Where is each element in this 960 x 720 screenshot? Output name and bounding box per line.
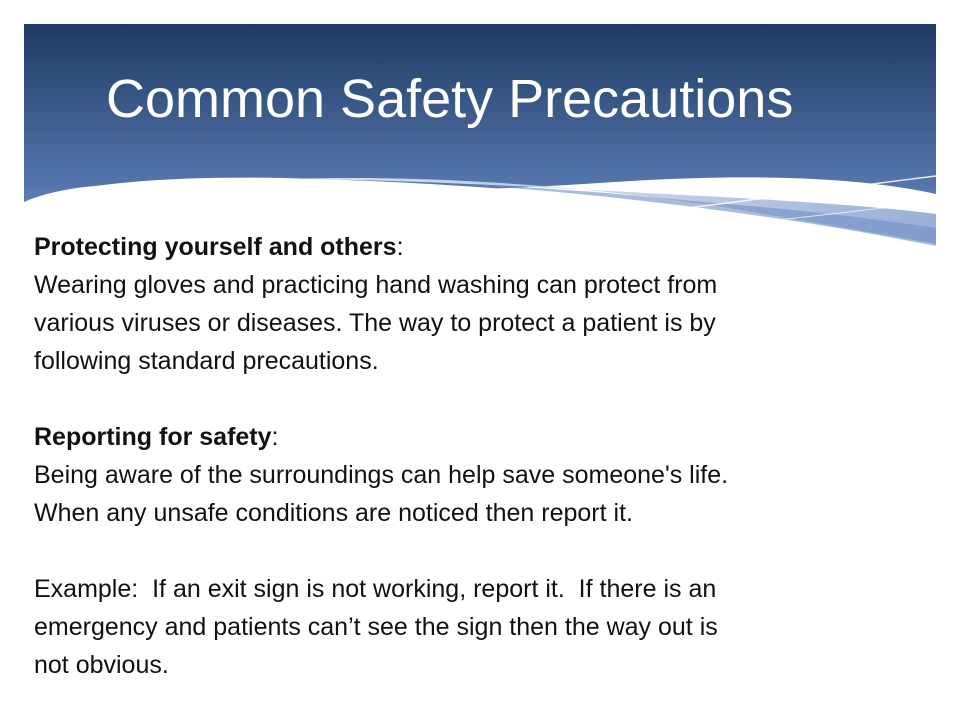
body-line: When any unsafe conditions are noticed then report it. xyxy=(34,499,633,527)
body-line: Wearing gloves and practicing hand washing can protect from xyxy=(34,271,718,299)
example-line: Example: If an exit sign is not working, report it. If there is an xyxy=(34,575,717,603)
body-line: various viruses or diseases. The way to protect a patient is by xyxy=(34,309,716,337)
slide-body xyxy=(34,228,939,684)
section-heading-text: Protecting yourself and others xyxy=(34,233,397,261)
body-line: following standard precautions. xyxy=(34,347,379,375)
paragraph-spacer xyxy=(34,380,939,418)
section-heading-text: Reporting for safety xyxy=(34,423,272,451)
slide-title: Common Safety Precautions xyxy=(106,69,794,129)
heading-colon: : xyxy=(396,233,404,261)
body-line: Being aware of the surroundings can help save someone's life. xyxy=(34,461,729,489)
section-heading-protecting xyxy=(34,228,939,266)
heading-colon: : xyxy=(271,423,279,451)
example-line: not obvious. xyxy=(34,651,169,679)
paragraph-spacer xyxy=(34,532,939,570)
example-line: emergency and patients can’t see the sign then the way out is xyxy=(34,613,718,641)
section-heading-reporting xyxy=(34,418,939,456)
